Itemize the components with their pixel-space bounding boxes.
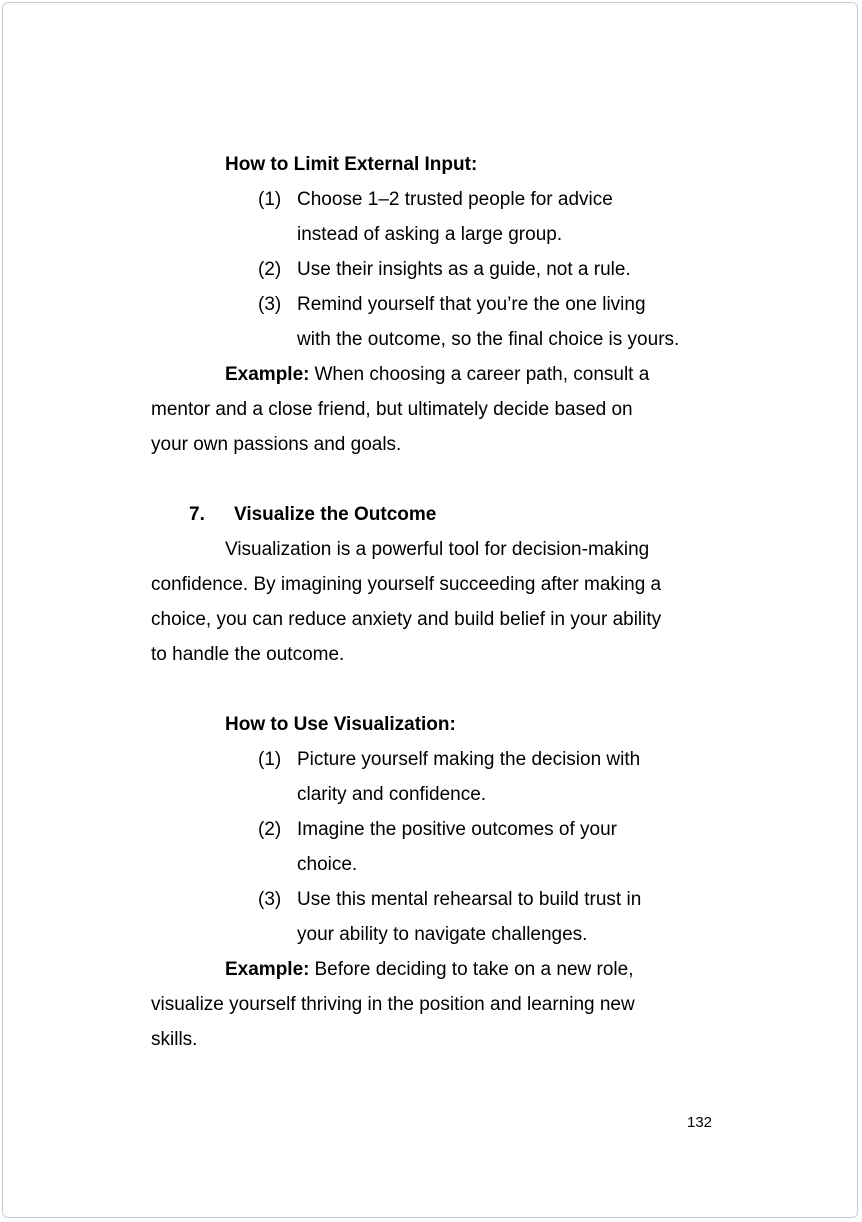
paragraph-line [151,357,731,392]
list-item-line [151,252,731,287]
paragraph-line [151,532,731,567]
list-item-line [151,742,731,777]
section-heading [151,497,731,532]
paragraph-text: When choosing a career path, consult a [314,364,650,385]
page-content [151,147,731,1057]
list-item-number: (2) [258,819,282,840]
list-item-text: with the outcome, so the final choice is yours. [297,329,680,350]
list-item-text: choice. [297,854,358,875]
subheading [151,707,731,742]
list-item-number: (3) [258,294,282,315]
paragraph-text: your own passions and goals. [151,434,402,455]
list-item-text: Picture yourself making the decision with [297,749,641,770]
list-item-line [151,217,731,252]
paragraph-line [151,987,731,1022]
paragraph-text: to handle the outcome. [151,644,345,665]
list-item-line [151,287,731,322]
paragraph-line [151,567,731,602]
list-item-number: (2) [258,259,282,280]
blank-line [151,672,731,707]
paragraph-line [151,637,731,672]
paragraph-text: Visualization is a powerful tool for decision-making [225,539,650,560]
paragraph-line [151,427,731,462]
section-title: Visualize the Outcome [234,504,437,525]
paragraph-line [151,602,731,637]
list-item-text: Use their insights as a guide, not a rule. [297,259,631,280]
paragraph-text: visualize yourself thriving in the position and learning new [151,994,635,1015]
page-number: 132 [687,1114,713,1131]
paragraph-text: confidence. By imagining yourself succeeding after making a [151,574,662,595]
paragraph-line [151,392,731,427]
list-item-line [151,882,731,917]
document-page [2,2,858,1218]
paragraph-line [151,1022,731,1057]
example-label: Example: [225,959,310,980]
list-item-number: (1) [258,749,282,770]
list-item-text: Use this mental rehearsal to build trust in [297,889,642,910]
list-item-line [151,777,731,812]
list-item-text: Imagine the positive outcomes of your [297,819,618,840]
list-item-line [151,322,731,357]
list-item-text: instead of asking a large group. [297,224,563,245]
paragraph-text: choice, you can reduce anxiety and build belief in your ability [151,609,662,630]
list-item-line [151,917,731,952]
paragraph-text: skills. [151,1029,198,1050]
blank-line [151,462,731,497]
example-label: Example: [225,364,310,385]
list-item-line [151,182,731,217]
list-item-text: Choose 1–2 trusted people for advice [297,189,613,210]
list-item-number: (1) [258,189,282,210]
subheading-text: How to Limit External Input: [225,154,478,175]
paragraph-line [151,952,731,987]
list-item-number: (3) [258,889,282,910]
list-item-line [151,812,731,847]
section-number: 7. [189,504,205,525]
paragraph-text: Before deciding to take on a new role, [314,959,634,980]
subheading [151,147,731,182]
list-item-line [151,847,731,882]
list-item-text: Remind yourself that you’re the one living [297,294,646,315]
subheading-text: How to Use Visualization: [225,714,456,735]
list-item-text: your ability to navigate challenges. [297,924,588,945]
paragraph-text: mentor and a close friend, but ultimately decide based on [151,399,633,420]
list-item-text: clarity and confidence. [297,784,487,805]
